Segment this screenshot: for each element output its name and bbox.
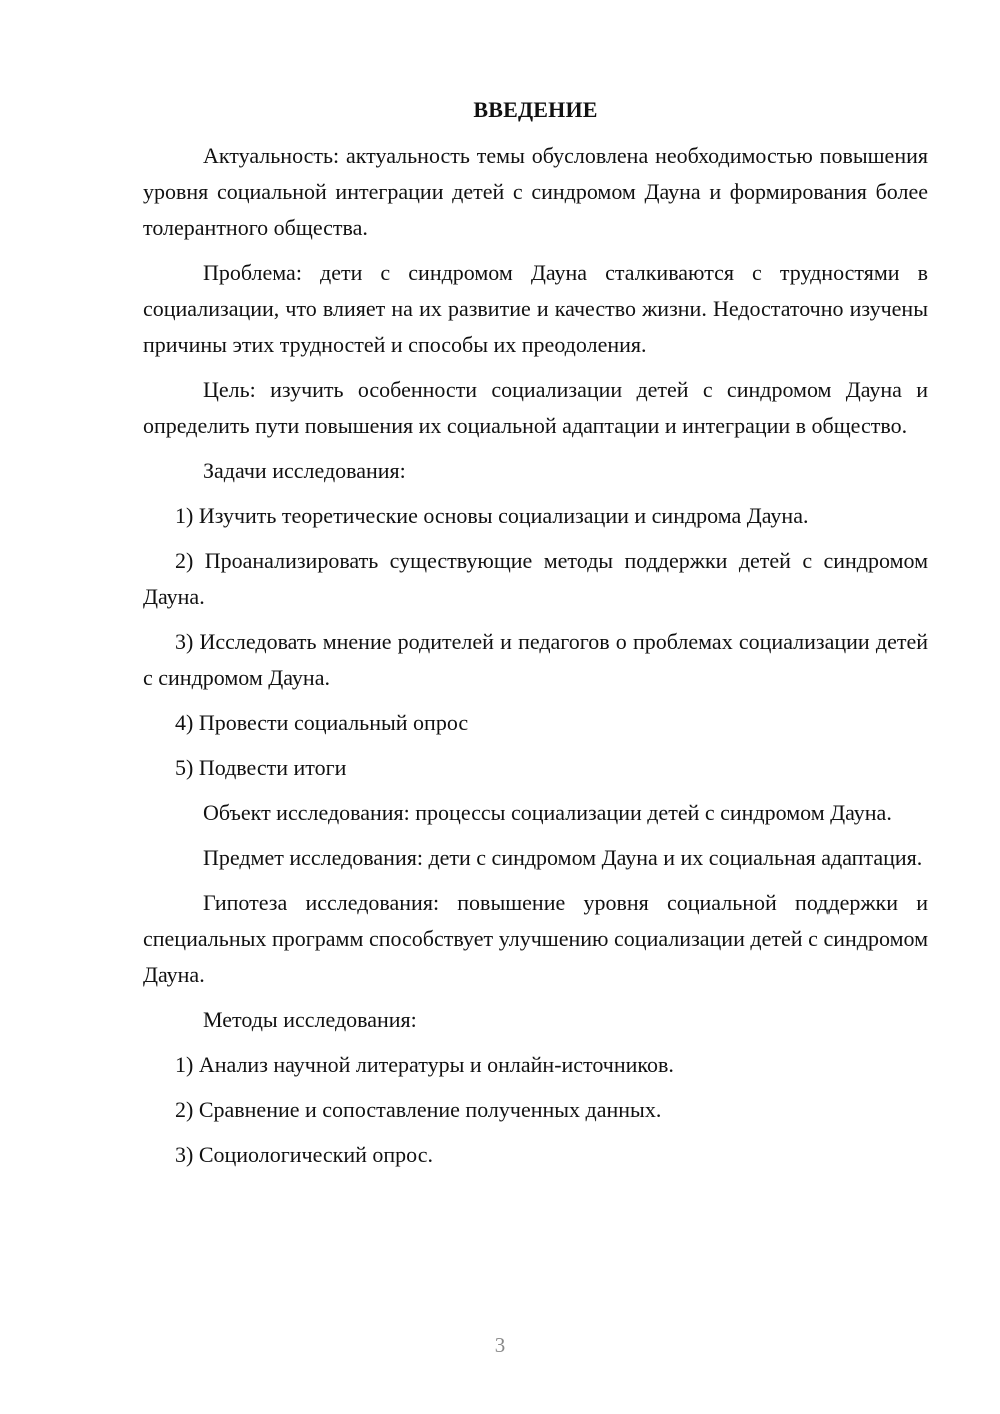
problem-paragraph: Проблема: дети с синдромом Дауна сталкиваются с трудностями в социализации, что влияет на их развитие и качество жизни. Недостаточно изучены причины этих трудностей и способы их преодоления. — [143, 260, 928, 357]
hypothesis-paragraph: Гипотеза исследования: повышение уровня социальной поддержки и специальных программ способствует улучшению социализации детей с синдромом Дауна. — [143, 890, 928, 987]
section-title: ВВЕДЕНИЕ — [473, 97, 598, 122]
subject-paragraph: Предмет исследования: дети с синдромом Дауна и их социальная адаптация. — [203, 845, 923, 870]
relevance-paragraph: Актуальность: актуальность темы обусловлена необходимостью повышения уровня социальной интеграции детей с синдромом Дауна и формирования более толерантного общества. — [143, 143, 928, 240]
task-item-3: 3) Исследовать мнение родителей и педагогов о проблемах социализации детей с синдромом Дауна. — [143, 629, 928, 690]
task-item-5: 5) Подвести итоги — [175, 755, 347, 780]
goal-paragraph: Цель: изучить особенности социализации детей с синдромом Дауна и определить пути повышения их социальной адаптации и интеграции в общество. — [143, 377, 928, 438]
task-item-2: 2) Проанализировать существующие методы поддержки детей с синдромом Дауна. — [143, 548, 928, 609]
method-item-1: 1) Анализ научной литературы и онлайн-источников. — [175, 1052, 674, 1077]
task-item-4: 4) Провести социальный опрос — [175, 710, 469, 735]
page-number: 3 — [494, 1333, 506, 1357]
document-page — [143, 95, 928, 1182]
methods-heading: Методы исследования: — [203, 1007, 417, 1032]
method-item-3: 3) Социологический опрос. — [175, 1142, 433, 1167]
object-paragraph: Объект исследования: процессы социализации детей с синдромом Дауна. — [203, 800, 892, 825]
tasks-heading: Задачи исследования: — [203, 458, 406, 483]
method-item-2: 2) Сравнение и сопоставление полученных данных. — [175, 1097, 662, 1122]
task-item-1: 1) Изучить теоретические основы социализации и синдрома Дауна. — [175, 503, 809, 528]
